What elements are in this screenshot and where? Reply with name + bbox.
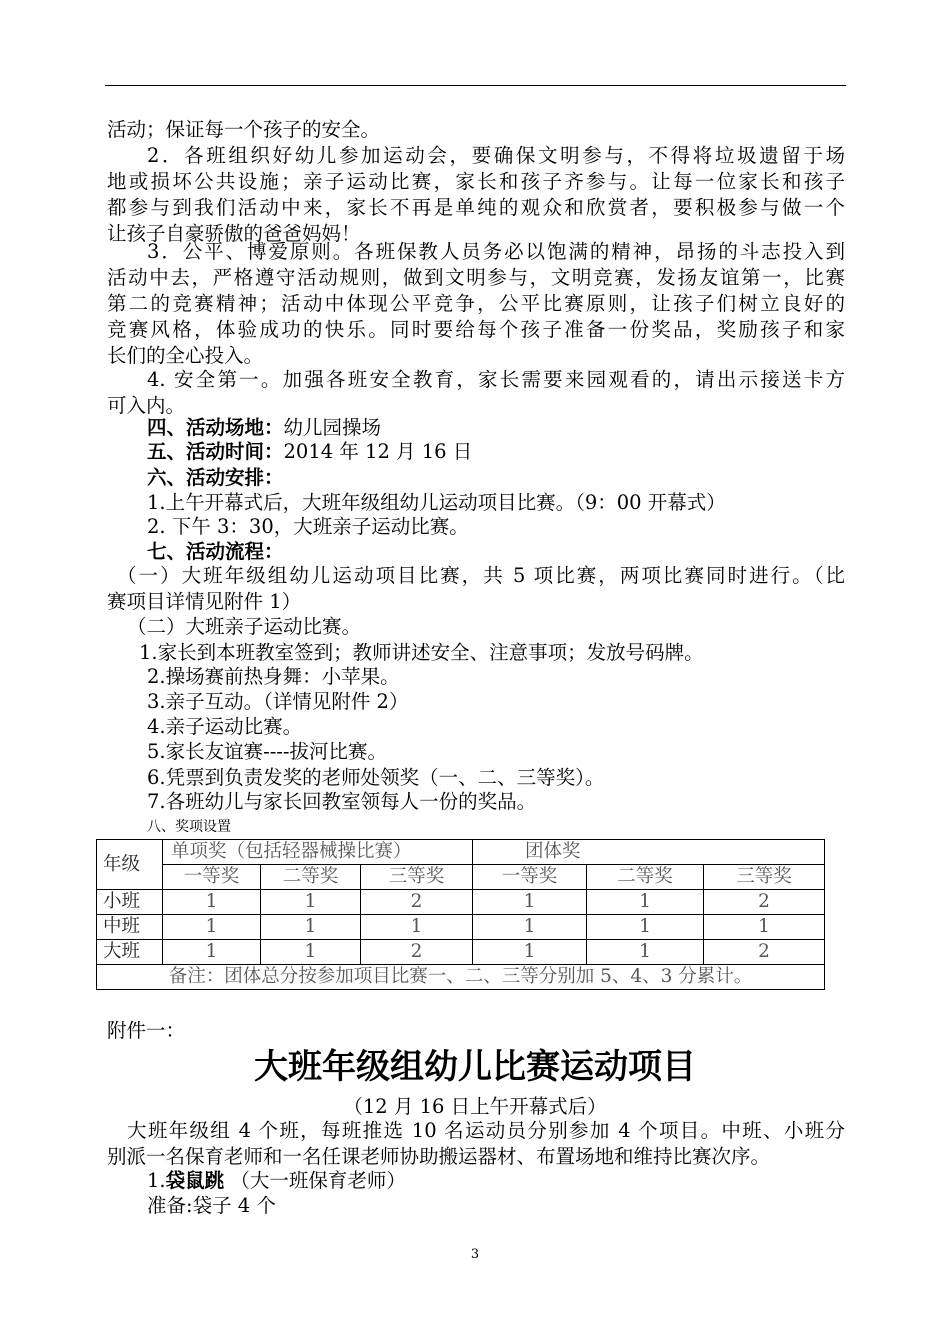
paragraph-line: 大班年级组 4 个班，每班推选 10 名运动员分别参加 4 个项目。中班、小班分 bbox=[127, 1119, 845, 1142]
schedule-heading: 六、活动安排： bbox=[147, 466, 284, 489]
page-number: 3 bbox=[470, 1247, 480, 1262]
table-cell: 1 bbox=[163, 890, 261, 915]
paragraph-line: 活动；保证每一个孩子的安全。 bbox=[107, 118, 381, 141]
table-row bbox=[97, 940, 825, 965]
flow-step: 7.各班幼儿与家长回教室领每人一份的奖品。 bbox=[147, 790, 537, 813]
table-note-row bbox=[97, 965, 825, 990]
flow-item: （一）大班年级组幼儿运动项目比赛，共 5 项比赛，两项比赛同时进行。（比 bbox=[117, 564, 845, 587]
table-header-row bbox=[97, 840, 825, 865]
sub-header: 三等奖 bbox=[704, 865, 825, 890]
paragraph-line: 都参与到我们活动中来，家长不再是单纯的观众和欣赏者，要积极参与做一个 bbox=[107, 196, 845, 219]
awards-table bbox=[96, 839, 825, 990]
paragraph-line: 别派一名保育老师和一名任课老师协助搬运器材、布置场地和维持比赛次序。 bbox=[107, 1145, 771, 1168]
table-subheader-row bbox=[97, 865, 825, 890]
flow-step: 5.家长友谊赛----拔河比赛。 bbox=[147, 740, 387, 763]
flow-step: 3.亲子互动。（详情见附件 2） bbox=[147, 690, 409, 713]
appendix-item bbox=[147, 1168, 406, 1194]
table-cell: 1 bbox=[361, 915, 473, 940]
grade-header: 年级 bbox=[97, 840, 163, 890]
item-name: 袋鼠跳 bbox=[165, 1169, 225, 1192]
table-row bbox=[97, 890, 825, 915]
flow-step: 4.亲子运动比赛。 bbox=[147, 715, 303, 738]
table-cell: 1 bbox=[704, 915, 825, 940]
header-rule bbox=[105, 85, 846, 86]
paragraph-line: 4. 安全第一。加强各班安全教育，家长需要来园观看的，请出示接送卡方 bbox=[147, 368, 845, 391]
venue-label: 四、活动场地： bbox=[147, 416, 284, 439]
flow-step: 6.凭票到负责发奖的老师处领奖（一、二、三等奖）。 bbox=[147, 766, 605, 789]
appendix-title: 大班年级组幼儿比赛运动项目 bbox=[254, 1047, 696, 1087]
appendix-label: 附件一： bbox=[107, 1019, 186, 1042]
paragraph-line: 第二的竞赛精神；活动中体现公平竞争，公平比赛原则，让孩子们树立良好的 bbox=[107, 292, 845, 315]
time-label: 五、活动时间： bbox=[147, 440, 284, 463]
table-cell: 1 bbox=[163, 940, 261, 965]
sub-header: 一等奖 bbox=[163, 865, 261, 890]
flow-heading: 七、活动流程： bbox=[147, 540, 284, 563]
paragraph-line: 地或损坏公共设施；亲子运动比赛，家长和孩子齐参与。让每一位家长和孩子 bbox=[107, 170, 845, 193]
team-award-header: 团体奖 bbox=[473, 840, 825, 865]
flow-item: 赛项目详情见附件 1） bbox=[107, 590, 302, 613]
time-line bbox=[147, 439, 472, 465]
grade-cell: 小班 bbox=[97, 890, 163, 915]
table-cell: 1 bbox=[473, 915, 587, 940]
table-cell: 2 bbox=[704, 890, 825, 915]
table-cell: 1 bbox=[163, 915, 261, 940]
item-number: 1. bbox=[147, 1169, 166, 1192]
individual-award-header: 单项奖（包括轻器械操比赛） bbox=[163, 840, 473, 865]
paragraph-line: 活动中去，严格遵守活动规则，做到文明参与，文明竞赛，发扬友谊第一，比赛 bbox=[107, 266, 845, 289]
paragraph-line: 让孩子自豪骄傲的爸爸妈妈！ bbox=[107, 222, 361, 245]
table-cell: 1 bbox=[587, 915, 704, 940]
venue-line bbox=[147, 415, 381, 441]
appendix-subtitle: （12 月 16 日上午开幕式后） bbox=[343, 1095, 607, 1118]
paragraph-line: 可入内。 bbox=[107, 394, 186, 417]
grade-cell: 大班 bbox=[97, 940, 163, 965]
paragraph-line: 竞赛风格，体验成功的快乐。同时要给每个孩子准备一份奖品，奖励孩子和家 bbox=[107, 318, 845, 341]
paragraph-line: 长们的全心投入。 bbox=[107, 344, 264, 367]
table-cell: 2 bbox=[361, 940, 473, 965]
schedule-item: 2. 下午 3：30，大班亲子运动比赛。 bbox=[147, 515, 469, 538]
paragraph-line: 2．各班组织好幼儿参加运动会，要确保文明参与，不得将垃圾遗留于场 bbox=[147, 144, 845, 167]
sub-header: 二等奖 bbox=[587, 865, 704, 890]
table-cell: 1 bbox=[261, 915, 361, 940]
table-cell: 1 bbox=[261, 890, 361, 915]
table-cell: 1 bbox=[587, 890, 704, 915]
table-cell: 1 bbox=[473, 890, 587, 915]
venue-value: 幼儿园操场 bbox=[283, 416, 382, 439]
item-note: （大一班保育老师） bbox=[230, 1169, 406, 1192]
time-value: 2014 年 12 月 16 日 bbox=[283, 440, 473, 463]
table-cell: 1 bbox=[473, 940, 587, 965]
table-cell: 1 bbox=[587, 940, 704, 965]
flow-step: 1.家长到本班教室签到；教师讲述安全、注意事项；发放号码牌。 bbox=[139, 641, 704, 664]
table-cell: 1 bbox=[261, 940, 361, 965]
awards-heading: 八、奖项设置 bbox=[147, 819, 231, 835]
flow-step: 2.操场赛前热身舞：小苹果。 bbox=[147, 665, 400, 688]
sub-header: 三等奖 bbox=[361, 865, 473, 890]
grade-cell: 中班 bbox=[97, 915, 163, 940]
table-row bbox=[97, 915, 825, 940]
flow-item: （二）大班亲子运动比赛。 bbox=[127, 615, 362, 638]
table-note: 备注：团体总分按参加项目比赛一、二、三等分别加 5、4、3 分累计。 bbox=[97, 965, 825, 990]
sub-header: 一等奖 bbox=[473, 865, 587, 890]
table-cell: 2 bbox=[704, 940, 825, 965]
sub-header: 二等奖 bbox=[261, 865, 361, 890]
paragraph-line: 3．公平、博爱原则。各班保教人员务必以饱满的精神，昂扬的斗志投入到 bbox=[147, 240, 845, 263]
item-preparation: 准备:袋子 4 个 bbox=[147, 1194, 276, 1217]
table-cell: 2 bbox=[361, 890, 473, 915]
schedule-item: 1.上午开幕式后，大班年级组幼儿运动项目比赛。（9：00 开幕式） bbox=[147, 491, 726, 514]
